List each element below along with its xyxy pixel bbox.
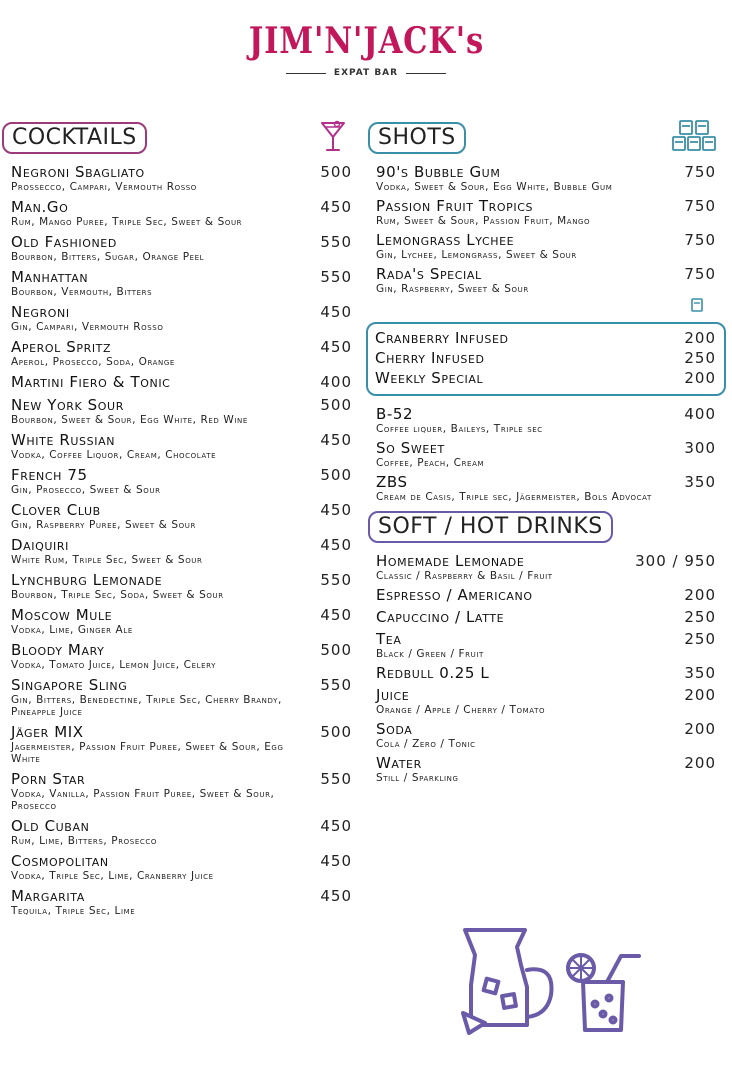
item-name: Bloody Mary	[11, 641, 105, 659]
menu-item	[366, 687, 732, 716]
cocktails-title: COCKTAILS	[2, 122, 147, 154]
menu-item	[0, 339, 360, 368]
item-price: 750	[684, 163, 716, 181]
item-description: Bourbon, Sweet & Sour, Egg White, Red Wine	[11, 414, 248, 426]
item-name: Man.Go	[11, 198, 69, 216]
item-description: Gin, Campari, Vermouth Rosso	[11, 321, 164, 333]
menu-item	[0, 164, 360, 193]
item-description: Orange / Apple / Cherry / Tomato	[376, 704, 546, 716]
item-price: 500	[320, 466, 352, 484]
menu-item	[0, 724, 360, 765]
item-description: Vodka, Lime, Ginger Ale	[11, 624, 133, 636]
item-price: 450	[320, 852, 352, 870]
item-name: Martini Fiero & Tonic	[11, 373, 171, 391]
infused-box	[366, 322, 726, 396]
menu-item	[0, 234, 360, 263]
item-price: 500	[320, 163, 352, 181]
item-price: 200	[684, 720, 716, 738]
item-name: Negroni Sbagliato	[11, 163, 145, 181]
item-price: 250	[684, 608, 716, 626]
menu-item	[0, 432, 360, 461]
item-description: Classic / Raspberry & Basil / Fruit	[376, 570, 553, 582]
item-description: Gin, Lychee, Lemongrass, Sweet & Sour	[376, 249, 577, 261]
item-price: 300 / 950	[635, 552, 716, 570]
menu-item	[366, 587, 732, 604]
item-price: 450	[320, 303, 352, 321]
item-price: 200	[684, 369, 716, 387]
shot-glass-icon	[691, 298, 703, 312]
cocktail-list	[0, 164, 360, 917]
item-name: French 75	[11, 466, 88, 484]
item-name: Daiquiri	[11, 536, 69, 554]
item-name: Manhattan	[11, 268, 89, 286]
item-description: Gin, Raspberry Puree, Sweet & Sour	[11, 519, 196, 531]
item-description: Gin, Raspberry, Sweet & Sour	[376, 283, 529, 295]
martini-glass-icon	[320, 120, 346, 154]
item-price: 750	[684, 231, 716, 249]
item-description: Vodka, Coffee Liquor, Cream, Chocolate	[11, 449, 217, 461]
menu-item	[366, 440, 732, 469]
item-price: 750	[684, 265, 716, 283]
shots-header	[366, 120, 732, 156]
item-name: Cosmopolitan	[11, 852, 109, 870]
item-price: 400	[320, 373, 352, 391]
item-price: 200	[684, 329, 716, 347]
menu-item	[366, 631, 732, 660]
item-description: Prossecco, Campari, Vermouth Rosso	[11, 181, 197, 193]
menu-item	[0, 642, 360, 671]
menu-item	[366, 721, 732, 750]
logo-subtitle-row	[0, 68, 732, 78]
item-price: 250	[684, 349, 716, 367]
item-name: Clover Club	[11, 501, 101, 519]
item-name: Jäger MIX	[11, 723, 84, 741]
menu-item	[366, 164, 732, 193]
menu-item	[366, 474, 732, 503]
logo-title: JIM'N'JACK's	[248, 20, 484, 62]
menu-item	[368, 370, 724, 387]
menu-item	[0, 771, 360, 812]
item-price: 450	[320, 501, 352, 519]
item-price: 450	[320, 887, 352, 905]
logo-subtitle: EXPAT BAR	[333, 68, 399, 78]
item-name: Porn Star	[11, 770, 86, 788]
shot-list	[366, 164, 732, 295]
menu-item	[0, 572, 360, 601]
divider	[406, 73, 446, 74]
infused-list	[368, 330, 724, 387]
item-price: 350	[684, 664, 716, 682]
shot-glasses-icon	[672, 120, 718, 152]
menu-item	[0, 818, 360, 847]
item-description: Tequila, Triple Sec, Lime	[11, 905, 136, 917]
item-name: Singapore Sling	[11, 676, 128, 694]
item-name: Negroni	[11, 303, 70, 321]
item-description: Bourbon, Bitters, Sugar, Orange Peel	[11, 251, 205, 263]
item-name: Cranberry Infused	[375, 329, 509, 347]
item-description: Rum, Mango Puree, Triple Sec, Sweet & Sour	[11, 216, 243, 228]
item-name: Moscow Mule	[11, 606, 113, 624]
menu-item	[366, 198, 732, 227]
item-description: Vodka, Triple Sec, Lime, Cranberry Juice	[11, 870, 214, 882]
item-description: Cola / Zero / Tonic	[376, 738, 476, 750]
item-price: 550	[320, 268, 352, 286]
item-price: 500	[320, 641, 352, 659]
menu-item	[0, 374, 360, 391]
item-name: Capuccino / Latte	[376, 608, 505, 626]
item-name: Aperol Spritz	[11, 338, 112, 356]
item-name: Homemade Lemonade	[376, 552, 525, 570]
menu-item	[366, 406, 732, 435]
item-price: 500	[320, 723, 352, 741]
item-name: So Sweet	[376, 439, 445, 457]
menu-item	[0, 888, 360, 917]
item-price: 450	[320, 338, 352, 356]
item-price: 550	[320, 770, 352, 788]
juice-glass-icon	[565, 948, 645, 1033]
menu-item	[366, 553, 732, 582]
item-name: New York Sour	[11, 396, 124, 414]
item-description: Still / Sparkling	[376, 772, 459, 784]
menu-item	[368, 350, 724, 367]
item-price: 450	[320, 606, 352, 624]
item-name: Espresso / Americano	[376, 586, 533, 604]
item-name: Cherry Infused	[375, 349, 485, 367]
item-price: 550	[320, 233, 352, 251]
divider	[286, 73, 326, 74]
menu-item	[0, 199, 360, 228]
item-description: Gin, Bitters, Benedectine, Triple Sec, Cherry Brandy, Pineapple Juice	[11, 694, 282, 718]
item-name: White Russian	[11, 431, 116, 449]
item-description: Coffee, Peach, Cream	[376, 457, 485, 469]
shots-title: SHOTS	[368, 122, 466, 154]
item-price: 450	[320, 431, 352, 449]
item-name: Passion Fruit Tropics	[376, 197, 534, 215]
item-description: Vodka, Sweet & Sour, Egg White, Bubble Gum	[376, 181, 613, 193]
item-description: Vodka, Tomato Juice, Lemon Juice, Celery	[11, 659, 217, 671]
item-price: 200	[684, 754, 716, 772]
menu-item	[0, 467, 360, 496]
cocktails-column	[0, 120, 360, 923]
item-description: Vodka, Vanilla, Passion Fruit Puree, Sweet & Sour, Prosecco	[11, 788, 275, 812]
item-price: 450	[320, 817, 352, 835]
item-description: Bourbon, Triple Sec, Soda, Sweet & Sour	[11, 589, 224, 601]
menu-item	[0, 607, 360, 636]
menu-item	[0, 537, 360, 566]
item-name: Old Fashioned	[11, 233, 117, 251]
item-name: Weekly Special	[375, 369, 484, 387]
menu-item	[0, 502, 360, 531]
right-column	[366, 120, 732, 789]
item-name: 90's Bubble Gum	[376, 163, 501, 181]
item-description: White Rum, Triple Sec, Sweet & Sour	[11, 554, 203, 566]
item-price: 450	[320, 198, 352, 216]
item-name: Margarita	[11, 887, 85, 905]
menu-item	[366, 266, 732, 295]
item-price: 250	[684, 630, 716, 648]
soft-drinks-title: SOFT / HOT DRINKS	[368, 511, 613, 543]
item-name: Rada's Special	[376, 265, 482, 283]
item-name: Soda	[376, 720, 413, 738]
pitcher-icon	[455, 925, 565, 1035]
logo	[0, 18, 732, 78]
item-name: Tea	[376, 630, 402, 648]
item-name: Juice	[376, 686, 410, 704]
item-price: 200	[684, 686, 716, 704]
more-shots-list	[366, 406, 732, 503]
menu-item	[0, 269, 360, 298]
item-price: 300	[684, 439, 716, 457]
menu-item	[0, 304, 360, 333]
menu-item	[366, 755, 732, 784]
menu-item	[0, 397, 360, 426]
item-description: Rum, Lime, Bitters, Prosecco	[11, 835, 157, 847]
item-description: Aperol, Prosecco, Soda, Orange	[11, 356, 175, 368]
item-price: 400	[684, 405, 716, 423]
menu-item	[0, 853, 360, 882]
item-price: 350	[684, 473, 716, 491]
item-description: Coffee liquer, Baileys, Triple sec	[376, 423, 543, 435]
item-price: 450	[320, 536, 352, 554]
item-name: Lynchburg Lemonade	[11, 571, 163, 589]
item-price: 200	[684, 586, 716, 604]
item-description: Gin, Prosecco, Sweet & Sour	[11, 484, 161, 496]
item-name: B-52	[376, 405, 414, 423]
item-name: ZBS	[376, 473, 408, 491]
item-name: Water	[376, 754, 422, 772]
menu-item	[366, 609, 732, 626]
item-description: Bourbon, Vermouth, Bitters	[11, 286, 153, 298]
soft-drinks-list	[366, 553, 732, 784]
menu-item	[368, 330, 724, 347]
item-price: 550	[320, 571, 352, 589]
item-name: Redbull 0.25 L	[376, 664, 490, 682]
menu-item	[0, 677, 360, 718]
soft-drinks-header	[366, 509, 732, 545]
item-description: Rum, Sweet & Sour, Passion Fruit, Mango	[376, 215, 591, 227]
shot-glass-icon-row	[366, 300, 732, 314]
item-description: Cream de Casis, Triple sec, Jägermeister, Bols Advocat	[376, 491, 652, 503]
item-name: Old Cuban	[11, 817, 90, 835]
item-price: 550	[320, 676, 352, 694]
item-price: 500	[320, 396, 352, 414]
item-description: Black / Green / Fruit	[376, 648, 484, 660]
menu-item	[366, 232, 732, 261]
item-price: 750	[684, 197, 716, 215]
cocktails-header	[0, 120, 360, 156]
item-description: Jagermeister, Passion Fruit Puree, Sweet & Sour, Egg White	[11, 741, 284, 765]
item-name: Lemongrass Lychee	[376, 231, 515, 249]
menu-item	[366, 665, 732, 682]
